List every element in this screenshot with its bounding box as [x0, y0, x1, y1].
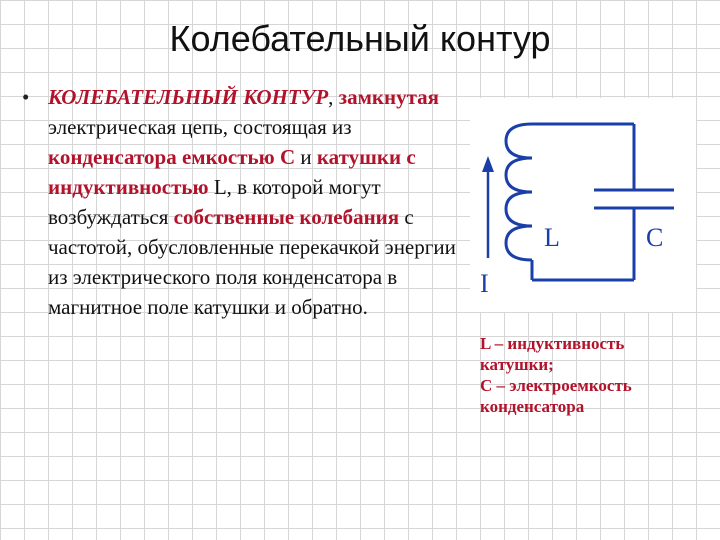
- note-capacitance-2: конденсатора: [480, 397, 585, 416]
- lc-circuit-diagram: [470, 98, 696, 312]
- bullet-icon: •: [22, 85, 30, 109]
- own-oscillations-phrase: собственные колебания: [173, 205, 400, 229]
- circuit-svg: [470, 98, 696, 312]
- label-inductance: L: [544, 223, 560, 252]
- inductance-symbol: L: [208, 175, 227, 199]
- capacitor-phrase: конденсатора емкостью С: [48, 145, 296, 169]
- text-part-1: электрическая цепь, состоящая из: [48, 115, 352, 139]
- text-part-3: , в которой могут возбуждаться: [48, 175, 381, 229]
- text-part-4: с частотой, обусловленные перекачкой энергии из электрического поля конденсатора в магнитное поле катушки и обратно.: [48, 205, 456, 319]
- term-oscillating-circuit: КОЛЕБАТЕЛЬНЫЙ КОНТУР: [48, 85, 329, 109]
- definition-text: [48, 82, 470, 322]
- closed-word: замкнутая: [338, 85, 440, 109]
- coil-phrase: катушки с индуктивностью: [48, 145, 416, 199]
- note-inductance-1: L – индуктивность: [480, 334, 625, 353]
- note-capacitance-1: С – электроемкость: [480, 376, 632, 395]
- label-capacitance: C: [646, 223, 664, 252]
- definition-paragraph: [22, 82, 470, 322]
- inductor-coil: [506, 124, 532, 260]
- slide-title: Колебательный контур: [169, 18, 551, 59]
- current-arrow-icon: [482, 156, 494, 172]
- notes-legend: [480, 333, 715, 417]
- text-part-2: и: [295, 145, 317, 169]
- label-current: I: [480, 269, 489, 298]
- term-comma: ,: [328, 85, 334, 109]
- note-inductance-2: катушки;: [480, 355, 554, 374]
